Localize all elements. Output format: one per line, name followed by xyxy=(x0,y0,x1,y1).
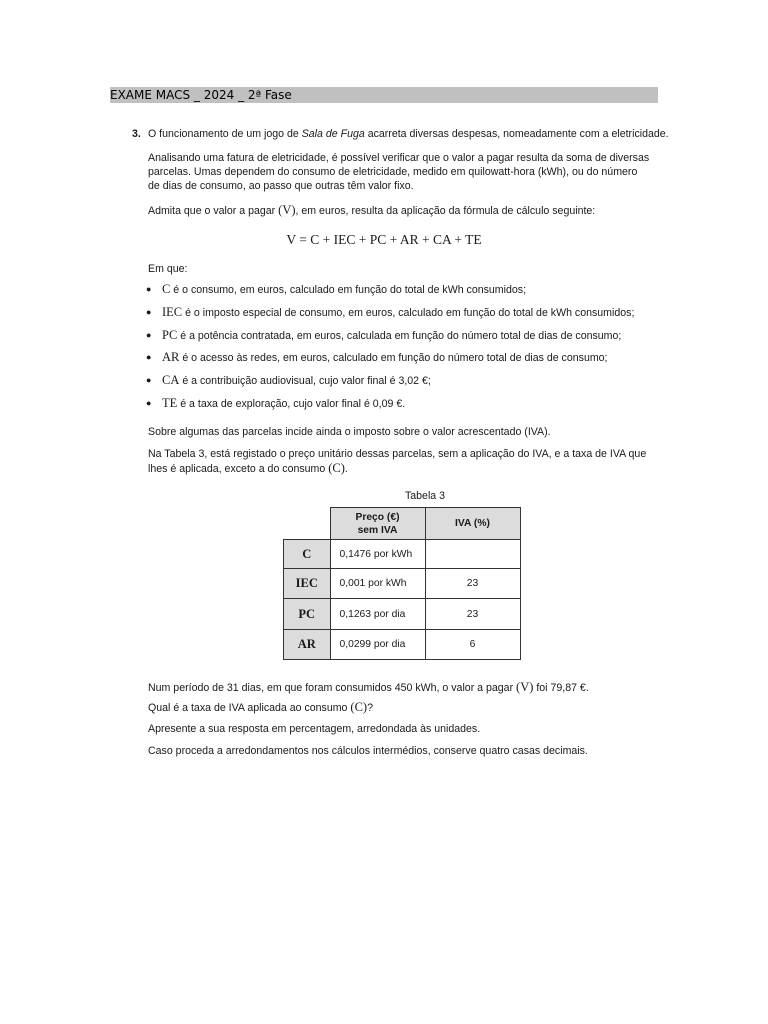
table-row xyxy=(284,569,521,599)
bullet-item: IEC é o imposto especial de consumo, em euros, calculado em função do total de kWh consumidos; xyxy=(162,305,635,319)
bullet-item: TE é a taxa de exploração, cujo valor final é 0,09 €. xyxy=(162,396,406,410)
price-cell: 0,0299 por dia xyxy=(330,630,425,660)
paragraph-1-line-3: de dias de consumo, ao passo que outras têm valor fixo. xyxy=(148,180,414,192)
price-cell: 0,1476 por kWh xyxy=(330,540,425,569)
paragraph-4-line-1: Na Tabela 3, está registado o preço unitário dessas parcelas, sem a aplicação do IVA, e a taxa de IVA que xyxy=(148,448,647,460)
iva-cell: 23 xyxy=(425,599,520,630)
table-row xyxy=(284,540,521,569)
bullet-item: PC é a potência contratada, em euros, calculada em função do número total de dias de consumo; xyxy=(162,328,622,342)
data-table xyxy=(283,507,521,660)
paragraph-6: Qual é a taxa de IVA aplicada ao consumo (C)? xyxy=(148,700,373,714)
paragraph-7: Apresente a sua resposta em percentagem, arredondada às unidades. xyxy=(148,723,481,735)
paragraph-1-line-1: Analisando uma fatura de eletricidade, é possível verificar que o valor a pagar resulta da soma de diversas xyxy=(148,152,650,164)
price-cell: 0,1263 por dia xyxy=(330,599,425,630)
bullet-icon: ● xyxy=(146,307,152,317)
paragraph-3: Sobre algumas das parcelas incide ainda o imposto sobre o valor acrescentado (IVA). xyxy=(148,426,551,438)
em-que-label: Em que: xyxy=(148,263,188,275)
iva-cell: 6 xyxy=(425,630,520,660)
paragraph-1-line-2: parcelas. Umas dependem do consumo de eletricidade, medido em quilowatt-hora (kWh), ou do número xyxy=(148,166,638,178)
paragraph-8: Caso proceda a arredondamentos nos cálculos intermédios, conserve quatro casas decimais. xyxy=(148,745,588,757)
bullet-item: AR é o acesso às redes, em euros, calculado em função do número total de dias de consumo; xyxy=(162,350,608,364)
bullet-icon: ● xyxy=(146,375,152,385)
question-number: 3. xyxy=(132,128,141,140)
paragraph-5: Num período de 31 dias, em que foram consumidos 450 kWh, o valor a pagar (V) foi 79,87 €. xyxy=(148,680,589,694)
column-header-iva: IVA (%) xyxy=(425,508,520,540)
paragraph-4-line-2: lhes é aplicada, exceto a do consumo (C). xyxy=(148,461,348,475)
row-label: IEC xyxy=(284,569,331,599)
paragraph-2: Admita que o valor a pagar (V), em euros, resulta da aplicação da fórmula de cálculo seguinte: xyxy=(148,203,596,217)
bullet-icon: ● xyxy=(146,398,152,408)
question-intro: O funcionamento de um jogo de Sala de Fuga acarreta diversas despesas, nomeadamente com a eletricidade. xyxy=(148,128,669,140)
row-label: AR xyxy=(284,630,331,660)
table-row xyxy=(284,599,521,630)
table-corner xyxy=(284,508,331,540)
table-row xyxy=(284,630,521,660)
bullet-icon: ● xyxy=(146,352,152,362)
bullet-icon: ● xyxy=(146,284,152,294)
iva-cell xyxy=(425,540,520,569)
row-label: PC xyxy=(284,599,331,630)
bullet-item: CA é a contribuição audiovisual, cujo valor final é 3,02 €; xyxy=(162,373,431,387)
price-cell: 0,001 por kWh xyxy=(330,569,425,599)
iva-cell: 23 xyxy=(425,569,520,599)
document-title: EXAME MACS _ 2024 _ 2ª Fase xyxy=(110,88,292,102)
row-label: C xyxy=(284,540,331,569)
bullet-icon: ● xyxy=(146,330,152,340)
bullet-item: C é o consumo, em euros, calculado em função do total de kWh consumidos; xyxy=(162,282,527,296)
formula: V = C + IEC + PC + AR + CA + TE xyxy=(286,232,482,247)
table-caption: Tabela 3 xyxy=(404,490,446,502)
column-header-price: Preço (€) sem IVA xyxy=(330,508,425,540)
